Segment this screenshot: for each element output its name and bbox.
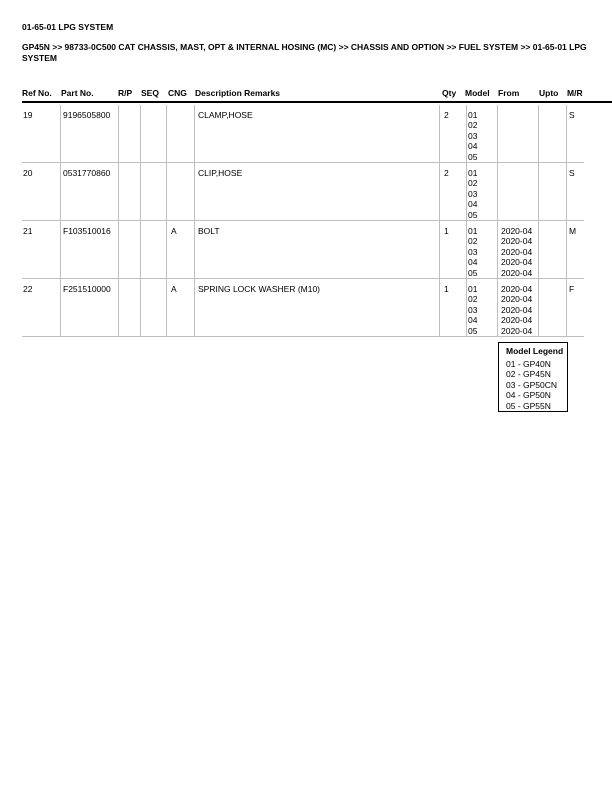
from-date: 2020-04: [501, 236, 533, 247]
model-code: 04: [468, 315, 478, 326]
model-code: 02: [468, 294, 478, 305]
column-divider: [497, 279, 498, 336]
from-date: 2020-04: [501, 267, 533, 278]
header-divider: [22, 101, 612, 103]
column-divider: [140, 163, 141, 220]
column-divider: [118, 105, 119, 162]
column-divider: [118, 279, 119, 336]
column-divider: [166, 279, 167, 336]
part-no-cell: 0531770860: [63, 168, 111, 178]
model-code: 01: [468, 168, 478, 178]
header-model: Model: [465, 88, 490, 98]
column-divider: [497, 105, 498, 162]
header-upto: Upto: [539, 88, 559, 98]
column-divider: [60, 105, 61, 162]
column-divider: [538, 279, 539, 336]
model-legend: [498, 342, 568, 412]
legend-item: 01 - GP40N: [506, 359, 551, 369]
mr-cell: M: [569, 226, 577, 236]
table-row: [22, 279, 584, 337]
model-list: [468, 284, 477, 336]
model-code: 01: [468, 226, 478, 236]
column-divider: [439, 105, 440, 162]
header-qty: Qty: [442, 88, 457, 98]
column-divider: [60, 221, 61, 278]
model-code: 04: [468, 141, 478, 152]
model-code: 03: [468, 304, 478, 315]
model-code: 05: [468, 267, 478, 278]
model-code: 03: [468, 188, 478, 199]
part-no-cell: F251510000: [63, 284, 111, 294]
column-divider: [60, 163, 61, 220]
parts-table: [22, 105, 584, 337]
column-divider: [140, 279, 141, 336]
part-no-cell: F103510016: [63, 226, 111, 236]
column-divider: [466, 163, 467, 220]
from-date: 2020-04: [501, 304, 533, 315]
column-divider: [194, 163, 195, 220]
from-date: 2020-04: [501, 226, 533, 236]
column-divider: [439, 221, 440, 278]
model-code: 01: [468, 110, 478, 120]
column-divider: [466, 279, 467, 336]
model-list: [468, 168, 477, 220]
mr-cell: F: [569, 284, 575, 294]
mr-cell: S: [569, 168, 575, 178]
header-part-no: Part No.: [61, 88, 94, 98]
column-divider: [466, 221, 467, 278]
model-code: 02: [468, 120, 478, 131]
cng-cell: A: [171, 284, 177, 294]
from-date: 2020-04: [501, 284, 533, 294]
column-divider: [497, 221, 498, 278]
from-date: 2020-04: [501, 325, 533, 336]
qty-cell: 2: [444, 110, 449, 120]
column-divider: [118, 163, 119, 220]
header-description: Description Remarks: [195, 88, 281, 98]
column-divider: [194, 221, 195, 278]
model-code: 02: [468, 178, 478, 189]
model-code: 05: [468, 325, 478, 336]
legend-item: 03 - GP50CN: [506, 379, 558, 390]
qty-cell: 1: [444, 284, 449, 294]
description-cell: BOLT: [198, 226, 220, 236]
model-code: 04: [468, 199, 478, 210]
column-divider: [194, 279, 195, 336]
model-list: [468, 226, 477, 278]
page-title: 01-65-01 LPG SYSTEM: [22, 22, 114, 32]
description-cell: CLIP,HOSE: [198, 168, 243, 178]
mr-cell: S: [569, 110, 575, 120]
model-code: 01: [468, 284, 478, 294]
legend-item: 05 - GP55N: [506, 400, 551, 411]
column-divider: [538, 105, 539, 162]
ref-no-cell: 21: [23, 226, 33, 236]
ref-no-cell: 20: [23, 168, 33, 178]
from-date: 2020-04: [501, 246, 533, 257]
column-divider: [566, 221, 567, 278]
model-code: 02: [468, 236, 478, 247]
header-ref-no: Ref No.: [22, 88, 52, 98]
model-code: 05: [468, 209, 478, 220]
header-seq: SEQ: [141, 88, 159, 98]
column-divider: [439, 279, 440, 336]
column-divider: [466, 105, 467, 162]
model-code: 04: [468, 257, 478, 268]
breadcrumb: GP45N >> 98733-0C500 CAT CHASSIS, MAST, OPT & INTERNAL HOSING (MC) >> CHASSIS AND OPTION >> FUEL SYSTEM >> 01-65-01 LPG SYSTEM: [22, 42, 587, 63]
from-list: [501, 284, 532, 336]
model-code: 03: [468, 246, 478, 257]
part-no-cell: 9196505800: [63, 110, 111, 120]
column-divider: [497, 163, 498, 220]
model-list: [468, 110, 477, 162]
column-divider: [566, 105, 567, 162]
description-cell: SPRING LOCK WASHER (M10): [198, 284, 321, 294]
column-divider: [566, 163, 567, 220]
ref-no-cell: 22: [23, 284, 33, 294]
table-row: [22, 105, 584, 163]
from-date: 2020-04: [501, 294, 533, 305]
column-divider: [140, 221, 141, 278]
column-divider: [538, 221, 539, 278]
cng-cell: A: [171, 226, 177, 236]
table-row: [22, 163, 584, 221]
column-divider: [140, 105, 141, 162]
table-row: [22, 221, 584, 279]
from-date: 2020-04: [501, 315, 533, 326]
column-divider: [566, 279, 567, 336]
ref-no-cell: 19: [23, 110, 33, 120]
from-list: [501, 226, 532, 278]
qty-cell: 1: [444, 226, 449, 236]
model-code: 05: [468, 151, 478, 162]
description-cell: CLAMP,HOSE: [198, 110, 253, 120]
column-divider: [166, 105, 167, 162]
header-mr: M/R: [567, 88, 583, 98]
model-code: 03: [468, 130, 478, 141]
column-divider: [118, 221, 119, 278]
column-divider: [538, 163, 539, 220]
column-divider: [60, 279, 61, 336]
legend-item: 04 - GP50N: [506, 390, 551, 401]
qty-cell: 2: [444, 168, 449, 178]
header-cng: CNG: [168, 88, 187, 98]
column-divider: [439, 163, 440, 220]
from-date: 2020-04: [501, 257, 533, 268]
column-divider: [194, 105, 195, 162]
column-divider: [166, 221, 167, 278]
legend-item: 02 - GP45N: [506, 369, 551, 380]
header-from: From: [498, 88, 520, 98]
column-divider: [166, 163, 167, 220]
legend-title: Model Legend: [506, 346, 564, 356]
header-rp: R/P: [118, 88, 133, 98]
